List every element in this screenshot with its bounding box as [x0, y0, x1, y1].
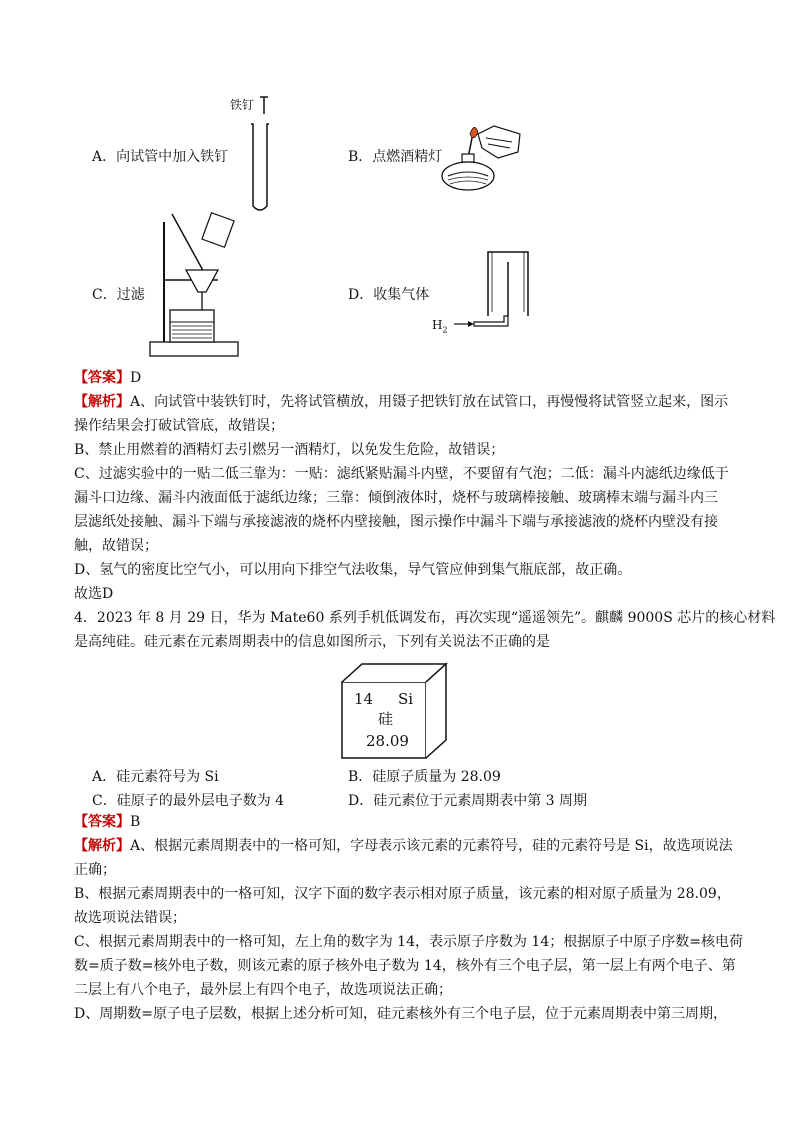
q4-stem-line: 4．2023 年 8 月 29 日，华为 Mate60 系列手机低调发布，再次实现“遥遥领先”。麒麟 9000S 芯片的核心材料	[74, 610, 776, 626]
q4-analysis-line: 数=质子数=核外电子数，则该元素的原子核外电子数为 14，核外有三个电子层，第一层上有两个电子、第	[74, 958, 736, 974]
q3-analysis-line: C、过滤实验中的一贴二低三靠为：一贴：滤纸紧贴漏斗内壁，不要留有气泡；二低：漏斗内滤纸边缘低于	[74, 466, 729, 482]
q4-option-d: D．硅元素位于元素周期表中第 3 周期	[348, 793, 588, 809]
h2-label: $H_2$	[432, 318, 448, 335]
filtration-figure	[148, 214, 248, 362]
q3-option-d: D．收集气体	[348, 287, 430, 303]
q4-analysis-line: B、根据元素周期表中的一格可知，汉字下面的数字表示相对原子质量，该元素的相对原子质量为 28.09，	[74, 886, 731, 902]
q3-option-b: B．点燃酒精灯	[348, 149, 443, 165]
q4-analysis-line: 【解析】A、根据元素周期表中的一格可知，字母表示该元素的元素符号，硅的元素符号是 Si，故选项说法	[74, 838, 733, 854]
q4-option-c: C．硅原子的最外层电子数为 4	[92, 793, 285, 809]
q4-option-a: A．硅元素符号为 Si	[92, 769, 219, 785]
test-tube-nail-figure	[248, 94, 278, 214]
element-symbol: Si	[398, 690, 414, 708]
nail-label: 铁钉	[230, 98, 255, 112]
q4-analysis-line: 二层上有八个电子，最外层上有四个电子，故选项说法正确；	[74, 982, 452, 998]
q4-stem-line: 是高纯硅。硅元素在元素周期表中的信息如图所示，下列有关说法不正确的是	[74, 634, 550, 650]
q4-analysis-line: D、周期数=原子电子层数，根据上述分析可知，硅元素核外有三个电子层，位于元素周期表中第三周期，	[74, 1006, 727, 1022]
q4-analysis-line: 正确；	[74, 862, 116, 878]
q3-analysis-line: D、氢气的密度比空气小，可以用向下排空气法收集，导气管应伸到集气瓶底部，故正确。	[74, 562, 632, 578]
q3-analysis-line: B、禁止用燃着的酒精灯去引燃另一酒精灯，以免发生危险，故错误；	[74, 442, 505, 458]
q4-answer: 【答案】B	[74, 814, 141, 830]
alcohol-lamp-figure	[438, 114, 528, 194]
q3-option-a: A．向试管中加入铁钉	[92, 149, 229, 165]
q4-option-b: B．硅原子质量为 28.09	[348, 769, 501, 785]
q3-final-choice: 故选D	[74, 586, 114, 602]
q4-analysis-line: 故选项说法错误；	[74, 910, 186, 926]
q3-analysis-line: 【解析】A、向试管中装铁钉时，先将试管横放，用镊子把铁钉放在试管口，再慢慢将试管竖立起来，图示	[74, 394, 729, 410]
q3-option-c: C．过滤	[92, 287, 145, 303]
q3-analysis-line: 漏斗口边缘、漏斗内液面低于滤纸边缘；三靠：倾倒液体时，烧杯与玻璃棒接触、玻璃棒末端与漏斗内三	[74, 490, 718, 506]
q3-answer: 【答案】D	[74, 370, 142, 386]
q3-analysis-line: 操作结果会打破试管底，故错误；	[74, 418, 284, 434]
q4-analysis-line: C、根据元素周期表中的一格可知，左上角的数字为 14，表示原子序数为 14；根据原子中原子序数=核电荷	[74, 934, 743, 950]
element-number: 14	[354, 690, 374, 708]
q3-analysis-line: 层滤纸处接触、漏斗下端与承接滤液的烧杯内壁接触，图示操作中漏斗下端与承接滤液的烧杯内壁没有接	[74, 514, 718, 530]
element-mass: 28.09	[366, 732, 409, 750]
q3-analysis-line: 触，故错误；	[74, 538, 158, 554]
element-name: 硅	[378, 710, 394, 728]
